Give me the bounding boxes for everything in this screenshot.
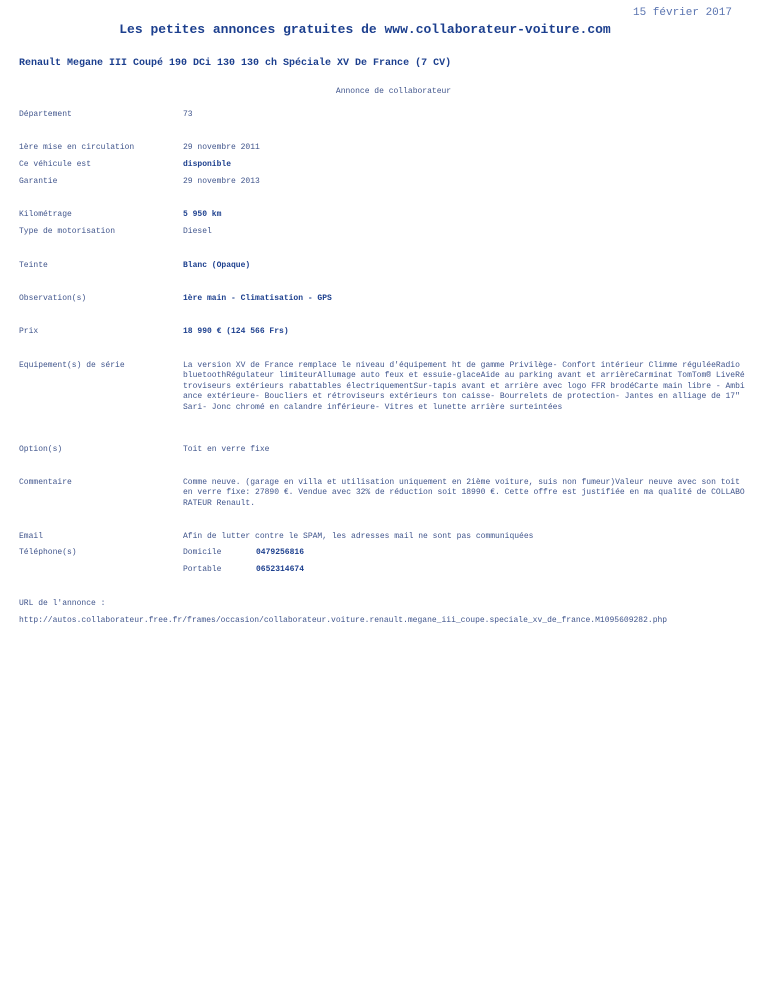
telephone-label: Téléphone(s) <box>19 548 77 557</box>
observations-value: 1ère main - Climatisation - GPS <box>183 294 332 303</box>
options-label: Option(s) <box>19 445 63 454</box>
prix-label: Prix <box>19 327 39 336</box>
options-value: Toit en verre fixe <box>183 445 270 454</box>
prix-value: 18 990 € (124 566 Frs) <box>183 327 289 336</box>
email-value: Afin de lutter contre le SPAM, les adresses mail ne sont pas communiquées <box>183 532 534 541</box>
departement-label: Département <box>19 110 72 119</box>
garantie-value: 29 novembre 2013 <box>183 177 260 186</box>
mise-circulation-value: 29 novembre 2011 <box>183 143 260 152</box>
disponibilite-value: disponible <box>183 160 232 169</box>
departement-value: 73 <box>183 110 193 119</box>
listing-subtitle: Annonce de collaborateur <box>335 87 452 96</box>
mise-circulation-label: 1ère mise en circulation <box>19 143 135 152</box>
teinte-value: Blanc (Opaque) <box>183 261 251 270</box>
portable-number: 0652314674 <box>256 565 305 574</box>
email-label: Email <box>19 532 44 541</box>
equipements-label: Equipement(s) de série <box>19 361 125 370</box>
teinte-label: Teinte <box>19 261 48 270</box>
url-link[interactable]: http://autos.collaborateur.free.fr/frames/occasion/collaborateur.voiture.renault.megane_iii_coupe.speciale_xv_de_france.M1095609282.php <box>19 616 668 625</box>
url-label: URL de l'annonce : <box>19 599 106 608</box>
commentaire-value: Comme neuve. (garage en villa et utilisation uniquement en 2ième voiture, suis non fumeur)Valeur neuve avec son toit en verre fixe: 27890 €. Vendue avec 32% de réduction soit 18990 €. Cette offre est justifiée en ma qualité de COLLABORATEUR Renault. <box>183 478 745 508</box>
listing-title: Renault Megane III Coupé 190 DCi 130 130 ch Spéciale XV De France (7 CV) <box>19 58 452 69</box>
commentaire-label: Commentaire <box>19 478 72 487</box>
disponibilite-label: Ce véhicule est <box>19 160 92 169</box>
equipements-value: La version XV de France remplace le niveau d'équipement ht de gamme Privilège- Confort intérieur Climme réguléeRadio bluetoothRégulateur limiteurAllumage auto feux et essuie-glaceAide au parking avant et arrièreCarminat TomTom® LiveRétroviseurs extérieurs rabattables électriquementSur-tapis avant et arrière avec logo FFR brodéCarte main libre - Ambiance extérieure- Boucliers et rétroviseurs extérieurs ton caisse- Bourrelets de protection- Jantes en alliage de 17" Sari- Jonc chromé en calandre inférieure- Vitres et lunette arrière surteintées <box>183 361 745 412</box>
motorisation-value: Diesel <box>183 227 212 236</box>
portable-label: Portable <box>183 565 222 574</box>
domicile-label: Domicile <box>183 548 222 557</box>
motorisation-label: Type de motorisation <box>19 227 116 236</box>
date: 15 février 2017 <box>632 7 732 19</box>
kilometrage-label: Kilométrage <box>19 210 72 219</box>
garantie-label: Garantie <box>19 177 58 186</box>
kilometrage-value: 5 950 km <box>183 210 222 219</box>
observations-label: Observation(s) <box>19 294 87 303</box>
domicile-number: 0479256816 <box>256 548 305 557</box>
site-title: Les petites annonces gratuites de www.collaborateur-voiture.com <box>119 22 611 37</box>
